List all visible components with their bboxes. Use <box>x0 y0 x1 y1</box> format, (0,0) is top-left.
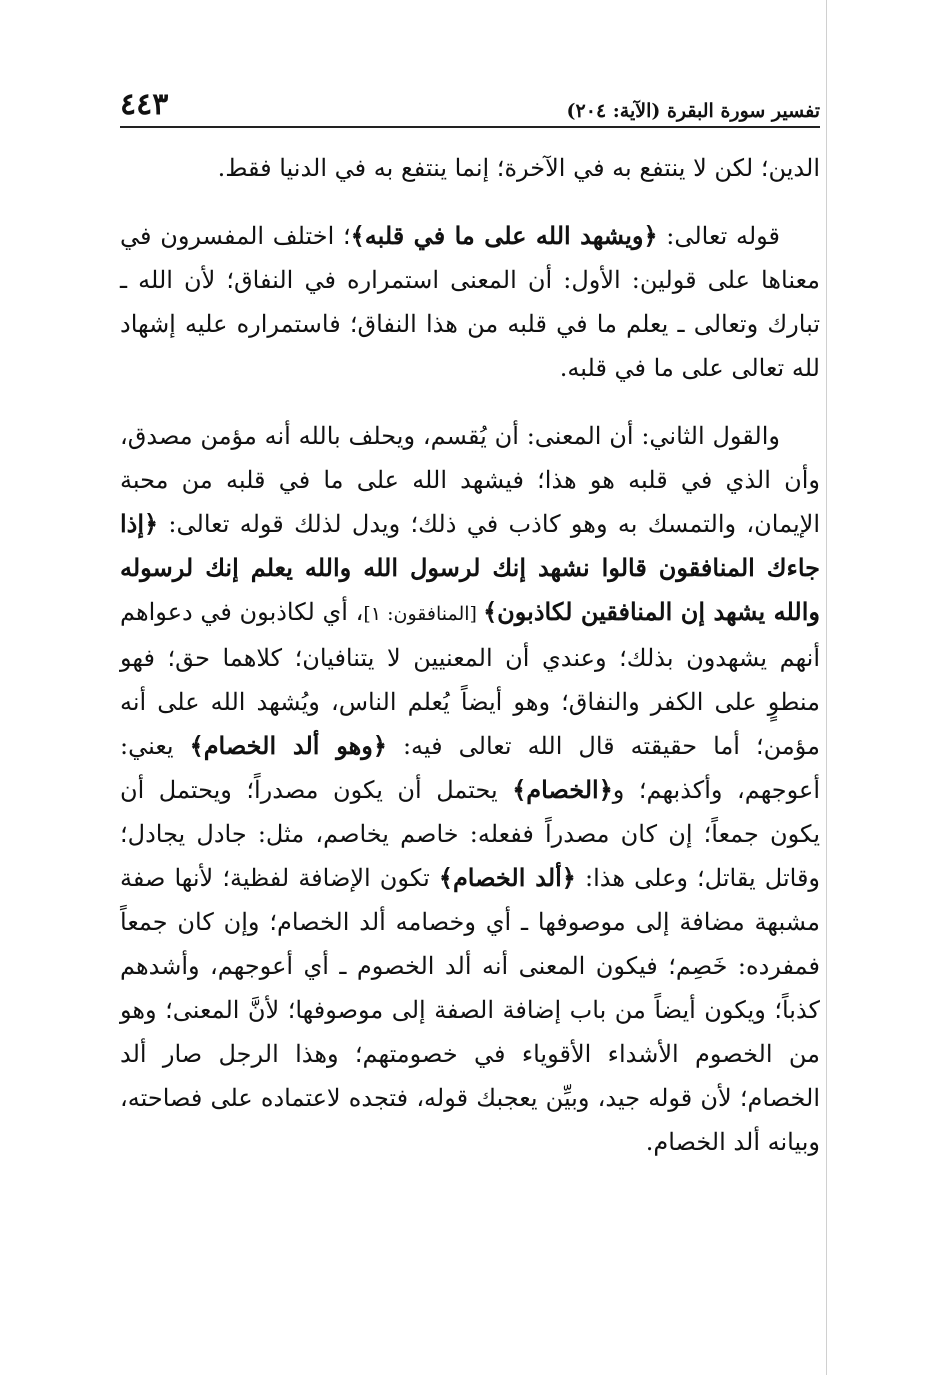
quran-quote: ﴿ألد الخصام﴾ <box>438 863 576 892</box>
verse-reference: [المنافقون: ١] <box>363 603 484 625</box>
text-segment: ؛ اختلف المفسرون في معناها على قولين: الأول: أن المعنى استمراره في النفاق؛ لأن الله ـ تبارك وتعالى ـ يعلم ما في قلبه من هذا النفاق؛ فاستمراره عليه إشهاد لله تعالى على ما في قلبه. <box>120 222 820 382</box>
paragraph <box>120 214 820 390</box>
text-segment: قوله تعالى: <box>657 222 781 250</box>
quran-quote: ﴿وهو ألد الخصام﴾ <box>189 731 387 760</box>
text-segment: ، أي لكاذبون في دعواهم أنهم يشهدون بذلك؛ وعندي أن المعنيين لا يتنافيان؛ كلاهما حق؛ فهو منطوٍ على الكفر والنفاق؛ وهو أيضاً يُعلم الناس، ويُشهد الله على أنه مؤمن؛ أما حقيقته قال الله تعالى فيه: <box>120 598 821 760</box>
quran-quote: ﴿الخصام﴾ <box>512 775 613 804</box>
quran-quote: ﴿إذا جاءك المنافقون قالوا نشهد إنك لرسول الله والله يعلم إنك لرسوله والله يشهد إن المنافقين لكاذبون﴾ <box>120 509 821 626</box>
page-edge-line <box>826 0 827 1375</box>
text-segment: يعني: أعوجهم، وأكذبهم؛ و <box>120 732 820 804</box>
page <box>120 80 820 1310</box>
paragraph <box>120 414 820 1164</box>
text-segment: يحتمل أن يكون مصدراً؛ ويحتمل أن يكون جمعاً؛ إن كان مصدراً ففعله: خاصم يخاصم، مثل: جادل يجادل؛ وقاتل يقاتل؛ وعلى هذا: <box>120 776 821 892</box>
text-segment: والقول الثاني: أن المعنى: أن يُقسم، ويحلف بالله أنه مؤمن مصدق، وأن الذي في قلبه هو هذا؛ فيشهد الله على ما في قلبه من محبة الإيمان، والتمسك به وهو كاذب في ذلك؛ ويدل لذلك قوله تعالى: <box>120 422 820 538</box>
page-body <box>120 146 820 1164</box>
quran-quote: ﴿ويشهد الله على ما في قلبه﴾ <box>350 221 658 250</box>
running-title: تفسير سورة البقرة (الآية: ٢٠٤) <box>566 100 820 122</box>
page-number: ٤٤٣ <box>120 87 169 122</box>
text-segment: تكون الإضافة لفظية؛ لأنها صفة مشبهة مضافة إلى موصوفها ـ أي وخصامه ألد الخصام؛ وإن كان جمعاً فمفرده: خَصِم؛ فيكون المعنى أنه ألد الخصوم ـ أي أعوجهم، وأشدهم كذباً؛ ويكون أيضاً من باب إضافة الصفة إلى موصوفها؛ لأنَّ المعنى؛ وهو من الخصوم الأشداء الأقوياء في خصومتهم؛ وهذا الرجل صار ألد الخصام؛ لأن قوله جيد، وبيِّن يعجبك قوله، فتجده لاعتماده على فصاحته، وبيانه ألد الخصام. <box>120 864 820 1156</box>
paragraph <box>120 146 820 190</box>
page-header <box>120 80 820 128</box>
text-segment: الدين؛ لكن لا ينتفع به في الآخرة؛ إنما ينتفع به في الدنيا فقط. <box>217 154 820 182</box>
